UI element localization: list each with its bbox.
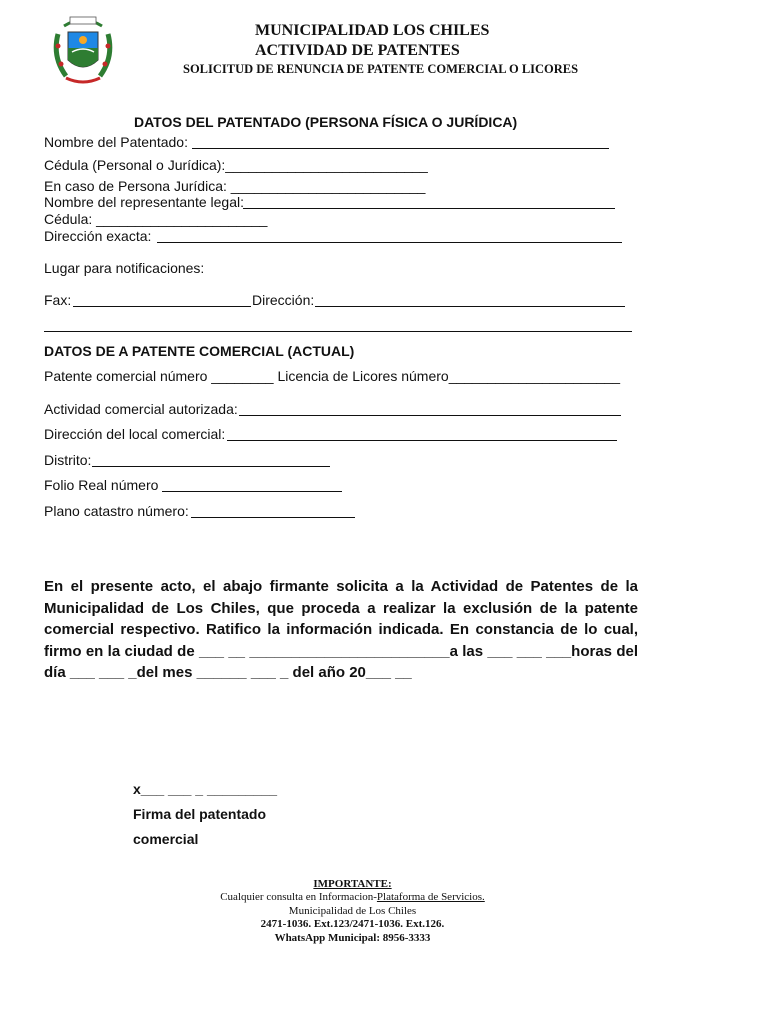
municipal-coat-of-arms-icon	[50, 12, 116, 90]
declaration-paragraph	[44, 576, 638, 684]
importante-text: IMPORTANTE:	[313, 878, 392, 890]
header-title-line1: MUNICIPALIDAD LOS CHILES	[255, 22, 490, 39]
folio-real-field[interactable]	[162, 491, 342, 492]
declaration-text: En el presente acto, el abajo firmante solicita a la Actividad de Patentes de la Municipalidad de Los Chiles, que proceda a realizar la exclusión de la patente comercial respectivo. Ratifico la información indicada. En constancia de lo cual, firmo en la ciudad de ___ __ ________________________a las ___ ___ ___horas del día ___ ___ _del mes ______ ___ _ del año 20___ __	[44, 578, 638, 681]
footer-whatsapp: WhatsApp Municipal: 8956-3333	[274, 932, 431, 944]
distrito-label: Distrito:	[44, 452, 92, 468]
nombre-patentado-label: Nombre del Patentado:	[44, 134, 188, 150]
lugar-notificaciones-label: Lugar para notificaciones:	[44, 260, 205, 276]
section2-heading: DATOS DE A PATENTE COMERCIAL (ACTUAL)	[44, 343, 355, 359]
representante-field[interactable]	[243, 208, 615, 209]
actividad-autorizada-field[interactable]	[239, 415, 621, 416]
direccion-local-label: Dirección del local comercial:	[44, 426, 226, 442]
footer-consulta	[150, 891, 555, 903]
direccion-exacta-label: Dirección exacta:	[44, 228, 152, 244]
footer-importante	[150, 878, 555, 890]
representante-label: Nombre del representante legal:	[44, 194, 245, 210]
fax-direccion-field[interactable]	[315, 306, 625, 307]
direccion-continuation-field[interactable]	[44, 331, 632, 332]
signature-label-continued: comercial	[133, 831, 199, 847]
cedula-label[interactable]: Cédula (Personal o Jurídica):__________________________	[44, 157, 428, 173]
patente-licencia-label[interactable]: Patente comercial número ________ Licencia de Licores número______________________	[44, 368, 620, 384]
footer-municipalidad: Municipalidad de Los Chiles	[288, 905, 417, 917]
actividad-autorizada-label: Actividad comercial autorizada:	[44, 401, 238, 417]
distrito-field[interactable]	[92, 466, 330, 467]
consulta-prefix: Cualquier consulta en Informacion-	[220, 891, 377, 903]
plano-catastro-field[interactable]	[191, 517, 355, 518]
plano-catastro-label: Plano catastro número:	[44, 503, 189, 519]
nombre-patentado-field[interactable]	[192, 148, 609, 149]
direccion-exacta-field[interactable]	[157, 242, 622, 243]
footer-telefonos: 2471-1036. Ext.123/2471-1036. Ext.126.	[260, 918, 445, 930]
fax-label: Fax:	[44, 292, 72, 308]
header-subtitle: SOLICITUD DE RENUNCIA DE PATENTE COMERCIAL O LICORES	[183, 62, 579, 76]
direccion-local-field[interactable]	[227, 440, 617, 441]
cedula2-label[interactable]: Cédula: ______________________	[44, 211, 268, 227]
section1-heading: DATOS DEL PATENTADO (PERSONA FÍSICA O JURÍDICA)	[134, 114, 518, 130]
signature-line[interactable]: x___ ___ _ _________	[133, 781, 278, 797]
folio-real-label: Folio Real número	[44, 477, 159, 493]
header-title-line2: ACTIVIDAD DE PATENTES	[255, 42, 460, 59]
fax-field[interactable]	[73, 306, 251, 307]
fax-direccion-label: Dirección:	[252, 292, 315, 308]
persona-juridica-label[interactable]: En caso de Persona Jurídica: _________________________	[44, 178, 426, 194]
plataforma-servicios-link[interactable]: Plataforma de Servicios.	[376, 891, 485, 903]
signature-label: Firma del patentado	[133, 806, 267, 822]
